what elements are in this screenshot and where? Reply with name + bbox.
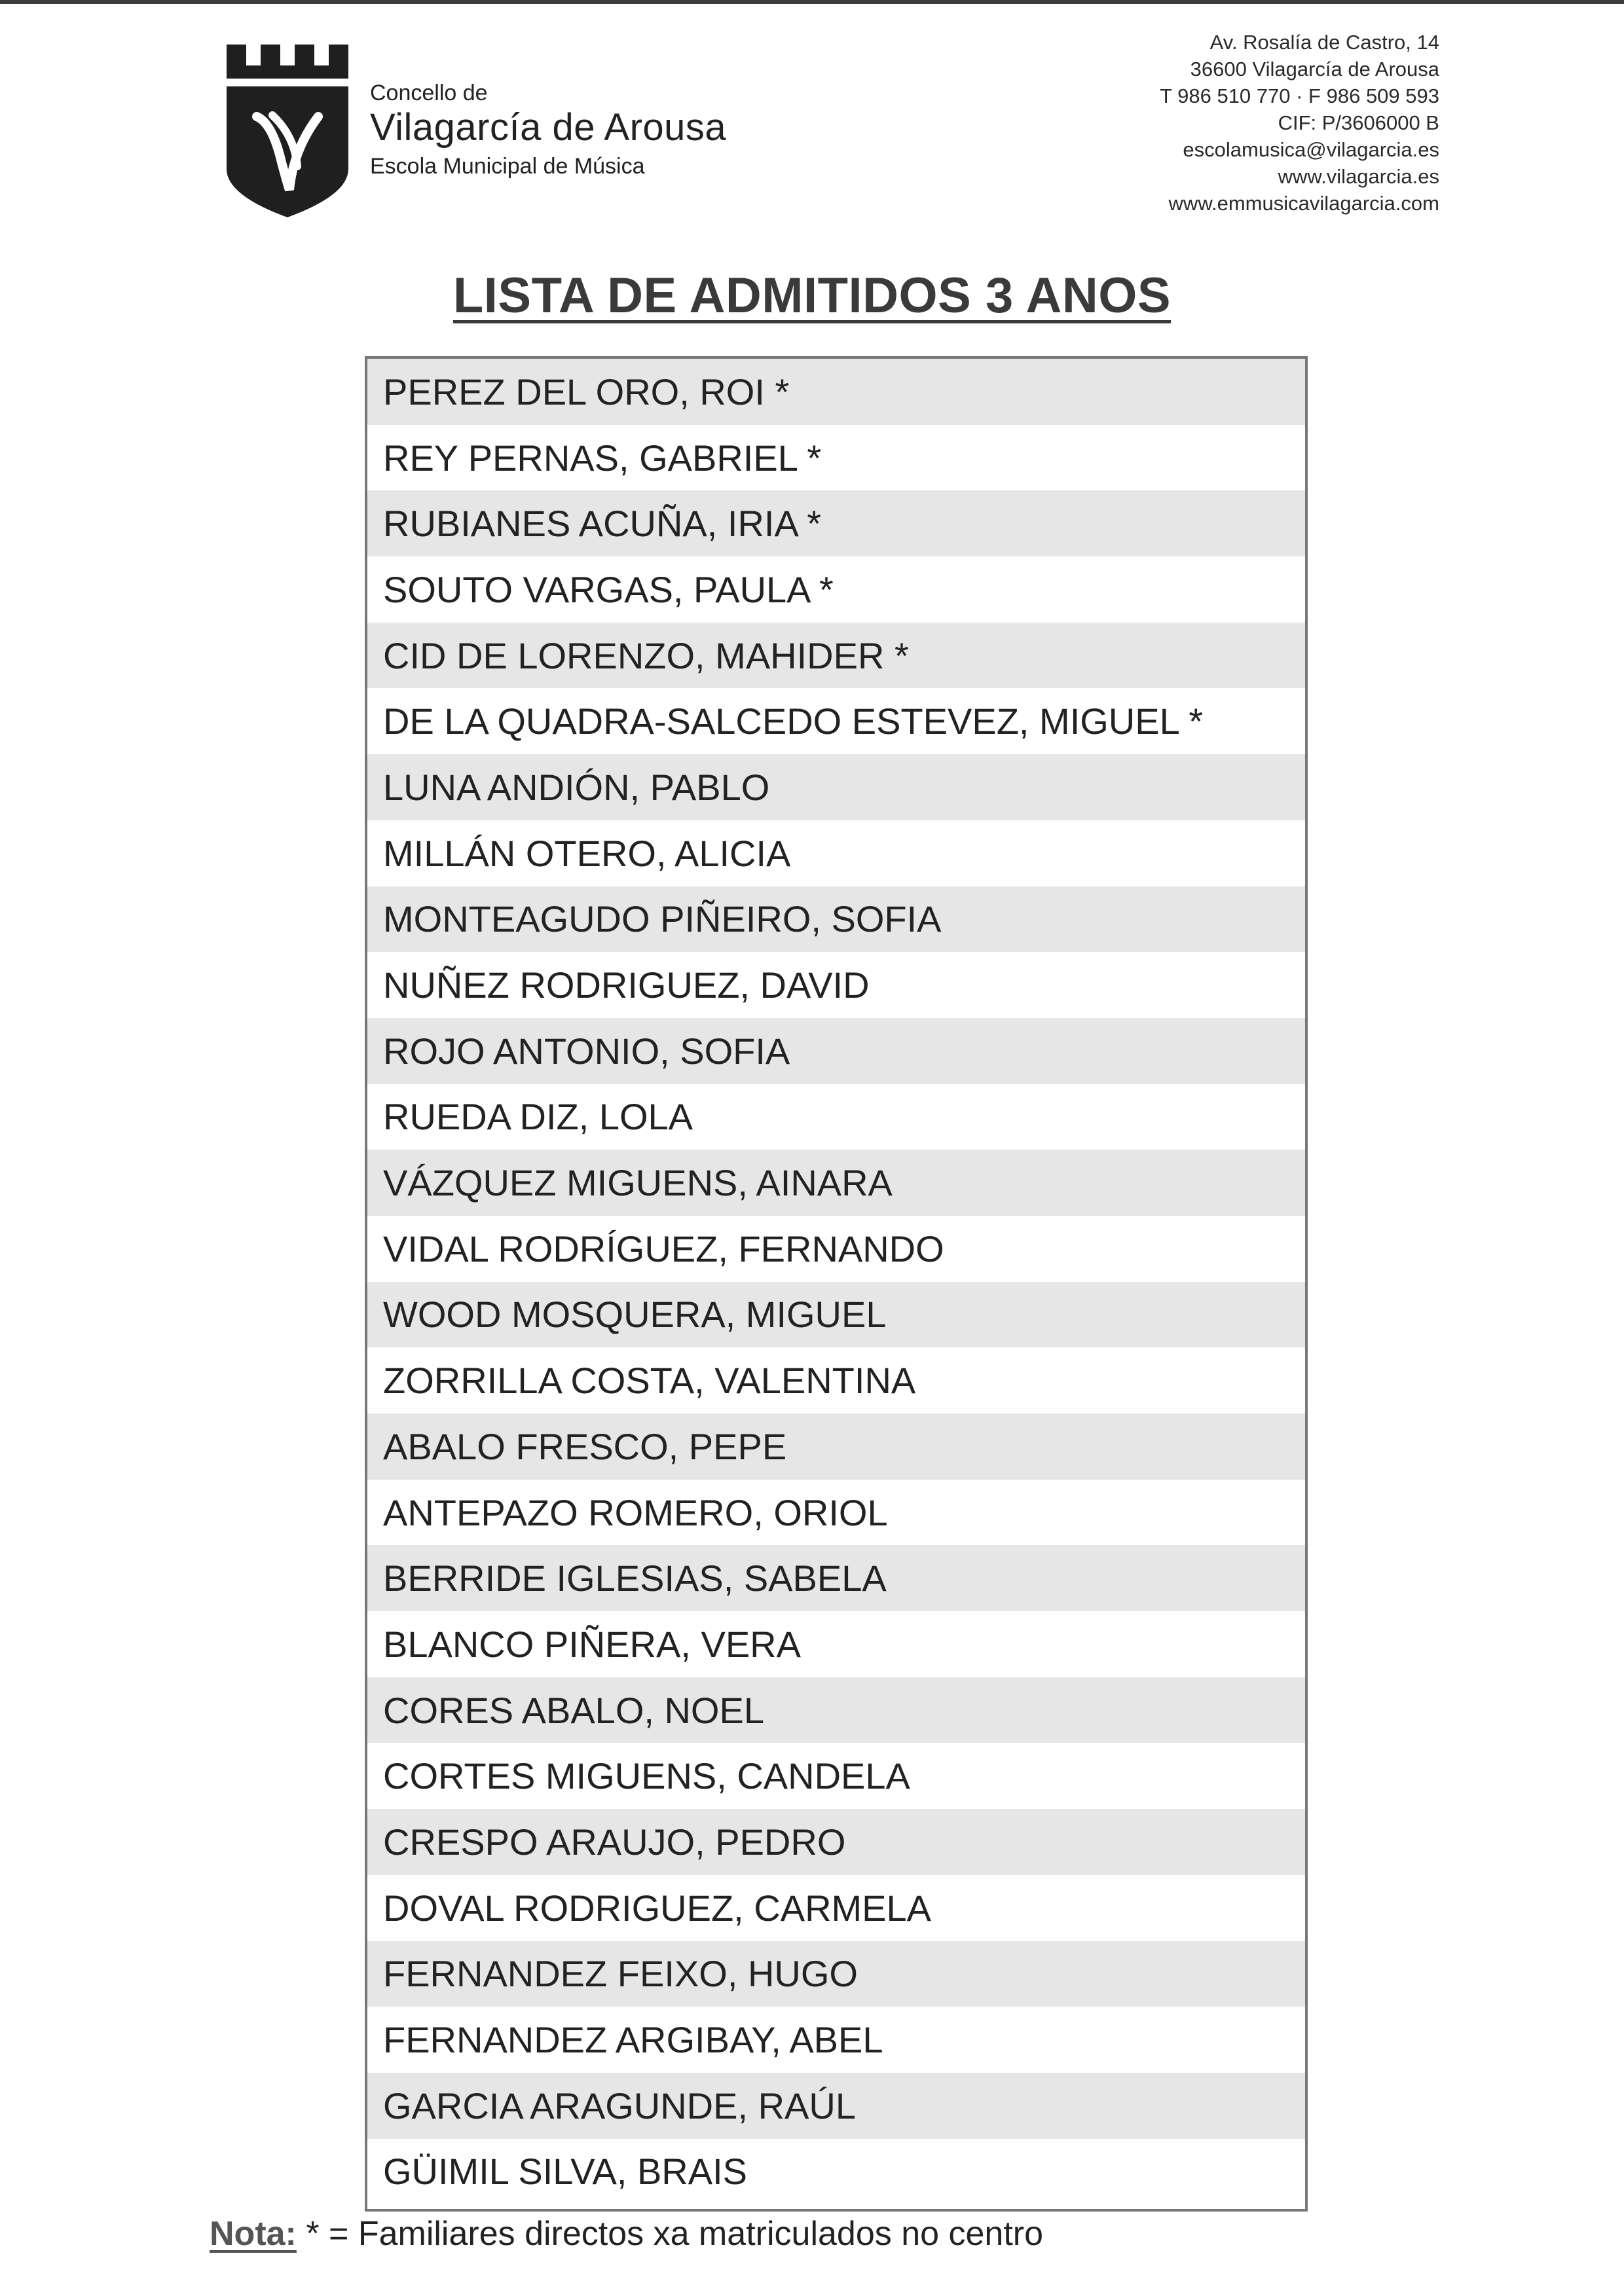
list-item: BLANCO PIÑERA, VERA [367, 1611, 1305, 1677]
footnote [210, 2214, 1043, 2253]
postal-line: 36600 Vilagarcía de Arousa [1190, 58, 1439, 81]
list-item: BERRIDE IGLESIAS, SABELA [367, 1545, 1305, 1611]
list-item: NUÑEZ RODRIGUEZ, DAVID [367, 952, 1305, 1018]
list-item: REY PERNAS, GABRIEL * [367, 425, 1305, 491]
list-item: MILLÁN OTERO, ALICIA [367, 820, 1305, 886]
list-item: VIDAL RODRÍGUEZ, FERNANDO [367, 1216, 1305, 1282]
website-line: www.vilagarcia.es [1278, 165, 1439, 188]
list-item: CORES ABALO, NOEL [367, 1677, 1305, 1743]
list-item: ROJO ANTONIO, SOFIA [367, 1018, 1305, 1084]
list-item: ANTEPAZO ROMERO, ORIOL [367, 1480, 1305, 1546]
list-item: GÜIMIL SILVA, BRAIS [367, 2139, 1305, 2205]
list-item: RUEDA DIZ, LOLA [367, 1084, 1305, 1150]
list-item: DE LA QUADRA-SALCEDO ESTEVEZ, MIGUEL * [367, 688, 1305, 754]
institution-block [370, 80, 726, 181]
list-item: SOUTO VARGAS, PAULA * [367, 556, 1305, 623]
cif-line: CIF: P/3606000 B [1278, 111, 1439, 134]
list-item: CID DE LORENZO, MAHIDER * [367, 623, 1305, 689]
list-item: ZORRILLA COSTA, VALENTINA [367, 1347, 1305, 1413]
list-item: PEREZ DEL ORO, ROI * [367, 359, 1305, 425]
list-item: VÁZQUEZ MIGUENS, AINARA [367, 1150, 1305, 1216]
address-line: Av. Rosalía de Castro, 14 [1209, 31, 1439, 54]
list-item: ABALO FRESCO, PEPE [367, 1413, 1305, 1480]
list-item: FERNANDEZ FEIXO, HUGO [367, 1941, 1305, 2007]
footnote-label: Nota: [210, 2215, 297, 2253]
admitted-list [365, 356, 1308, 2212]
phone-fax-line: T 986 510 770 · F 986 509 593 [1160, 84, 1439, 107]
list-item: WOOD MOSQUERA, MIGUEL [367, 1282, 1305, 1348]
brand-line-concello: Concello de [370, 81, 488, 105]
list-item: LUNA ANDIÓN, PABLO [367, 754, 1305, 820]
list-item: CRESPO ARAUJO, PEDRO [367, 1809, 1305, 1875]
brand-line-municipality: Vilagarcía de Arousa [370, 106, 727, 149]
list-item: CORTES MIGUENS, CANDELA [367, 1743, 1305, 1809]
list-item: DOVAL RODRIGUEZ, CARMELA [367, 1875, 1305, 1941]
list-item: MONTEAGUDO PIÑEIRO, SOFIA [367, 886, 1305, 953]
top-border-line [0, 0, 1624, 4]
vilagarcia-coat-of-arms-icon [227, 38, 348, 219]
page-title: LISTA DE ADMITIDOS 3 ANOS [452, 268, 1172, 323]
footnote-text: * = Familiares directos xa matriculados no centro [296, 2215, 1044, 2253]
school-website-line: www.emmusicavilagarcia.com [1168, 192, 1439, 215]
contact-info [1160, 29, 1439, 217]
email-line: escolamusica@vilagarcia.es [1183, 138, 1439, 161]
list-item: GARCIA ARAGUNDE, RAÚL [367, 2073, 1305, 2139]
list-item: RUBIANES ACUÑA, IRIA * [367, 490, 1305, 556]
brand-line-school: Escola Municipal de Música [370, 154, 645, 179]
list-item: FERNANDEZ ARGIBAY, ABEL [367, 2007, 1305, 2073]
